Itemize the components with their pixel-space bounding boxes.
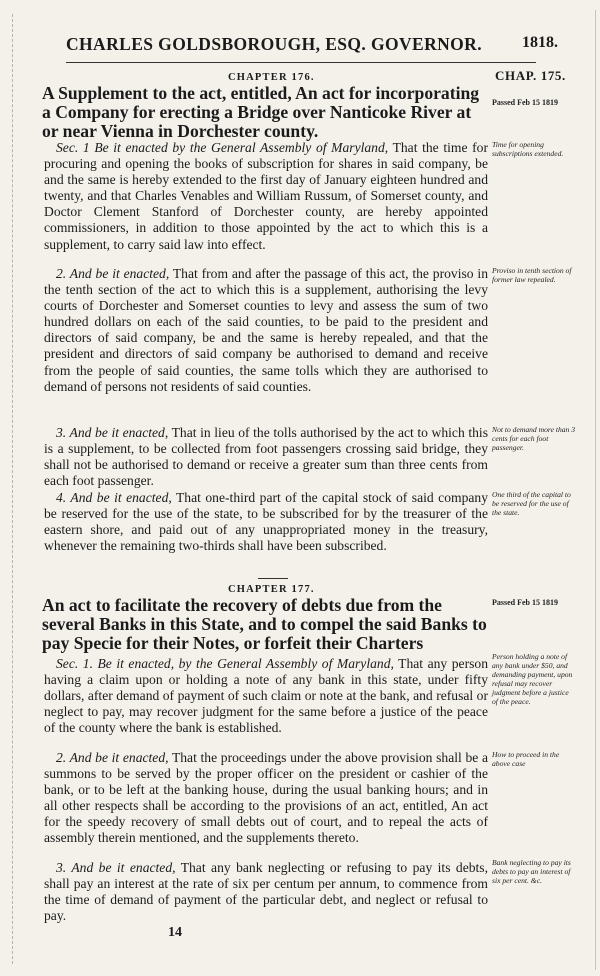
chapter-176-passed-note: Passed Feb 15 1819 [492, 98, 558, 107]
page-edge [595, 10, 596, 970]
header-title: CHARLES GOLDSBOROUGH, ESQ. GOVERNOR. [66, 34, 482, 54]
section-enacting-clause: Sec. 1. Be it enacted, by the General Assembly of Maryland, [56, 656, 394, 671]
chapter-177-passed-note: Passed Feb 15 1819 [492, 598, 558, 607]
section-enacting-clause: 2. And be it enacted, [56, 266, 170, 281]
chapter-176-section-3 [44, 425, 488, 489]
margin-note: How to proceed in the above case [492, 750, 560, 768]
chapter-176-section-4 [44, 490, 488, 554]
section-divider [258, 578, 288, 579]
chapter-176-section-1 [44, 140, 488, 253]
running-header [60, 34, 580, 60]
binding-edge [12, 14, 13, 964]
chapter-176-section-2 [44, 266, 488, 395]
margin-note: Time for opening subscriptions extended. [492, 140, 564, 158]
section-enacting-clause: 2. And be it enacted, [56, 750, 169, 765]
header-year: 1818. [522, 34, 558, 51]
chapter-side-heading: CHAP. 175. [495, 68, 566, 83]
margin-note: Proviso in tenth section of former law repealed. [492, 266, 572, 284]
section-text: That in lieu of the tolls authorised by the act to which this is a supplement, to be collected from foot passengers crossing said bridge, they shall not be authorised to demand or receive a greater sum than three cents from each foot passenger. [44, 425, 488, 489]
section-text: That one-third part of the capital stock of said company be reserved for the use of the state, to be subscribed for by the treasurer of the eastern shore, and paid out of any unappropriated money in the treasury, whenever the remaining two-thirds shall have been subscribed. [44, 490, 488, 554]
margin-note: One third of the capital to be reserved for the use of the state. [492, 490, 571, 517]
chapter-177-heading: CHAPTER 177. [228, 584, 315, 595]
section-enacting-clause: 3. And be it enacted, [56, 860, 176, 875]
page-number: 14 [168, 925, 182, 940]
header-rule [66, 62, 536, 63]
chapter-177-section-1 [44, 656, 488, 736]
section-enacting-clause: 3. And be it enacted, [56, 425, 169, 440]
chapter-177-section-2 [44, 750, 488, 847]
margin-note: Bank neglecting to pay its debts to pay an interest of six per cent. &c. [492, 858, 571, 885]
section-text: That the proceedings under the above provision shall be a summons to be served by the proper officer on the president or cashier of the bank, or to be left at the banking house, during the usual banking hours; and in all other respects shall be according to the provisions of an act, entitled, An act for the speedy recovery of small debts out of court, and to repeal the acts of assembly therein mentioned, and the supplements thereto. [44, 750, 488, 846]
section-text: That any person having a claim upon or holding a note of any bank in this state, under fifty dollars, after demand of payment of such claim or note at the bank, and refusal or neglect to pay, may recover judgment for the same before a justice of the peace of the county where the bank is established. [44, 656, 488, 736]
chapter-177-section-3 [44, 860, 488, 924]
section-text: That the time for procuring and opening the books of subscription for shares in said company, be and the same is hereby extended to the first day of January eighteen hundred and twenty, and that Charles Venables and William Russum, of Somerset county, and Doctor Clement Stanford of Dorchester county, are hereby appointed commissioners, in addition to those appointed by the act to which this is a supplement, to carry said law into effect. [44, 140, 488, 252]
section-enacting-clause: Sec. 1 Be it enacted by the General Assembly of Maryland, [56, 140, 389, 155]
section-enacting-clause: 4. And be it enacted, [56, 490, 172, 505]
chapter-176-heading: CHAPTER 176. [228, 72, 315, 83]
chapter-176-title: A Supplement to the act, entitled, An act for incorporating a Company for erecting a Bridge over Nanticoke River at or near Vienna in Dorchester county. [42, 83, 480, 141]
section-text: That any bank neglecting or refusing to pay its debts, shall pay an interest at the rate of six per centum per annum, to commence from the time of demand of payment of the particular debt, and neglect or refusal to pay. [44, 860, 488, 924]
chapter-177-title: An act to facilitate the recovery of debts due from the several Banks in this State, and to compel the said Banks to pay Specie for their Notes, or forfeit their Charters [42, 595, 487, 653]
section-text: That from and after the passage of this act, the proviso in the tenth section of the act to which this is a supplement, authorising the levy courts of Dorchester and Somerset counties to levy and assess the sum of two hundred dollars on each of the said counties, to be paid to the president and directors of said company, be and the same is hereby repealed, and that the president and directors of said company be authorised to demand and receive from the people of said counties, the same tolls which they are authorised to demand of persons not residents of said counties. [44, 266, 488, 394]
margin-note: Not to demand more than 3 cents for each foot passenger. [492, 425, 576, 452]
margin-note: Person holding a note of any bank under $50, and demanding payment, upon refusal may recover judgment before a justice of the peace. [492, 652, 573, 706]
